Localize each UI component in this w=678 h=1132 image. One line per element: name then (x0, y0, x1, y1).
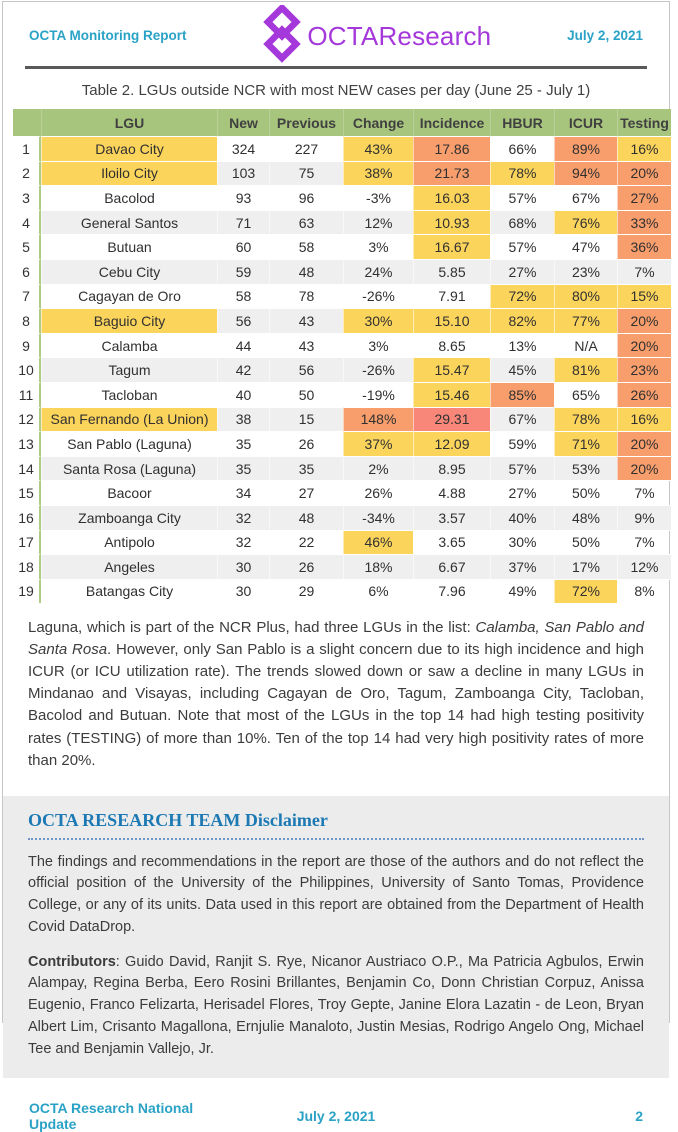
row-rank: 8 (13, 308, 41, 333)
cell-incidence: 17.86 (413, 136, 490, 161)
table-row (13, 431, 671, 456)
table-row (13, 308, 671, 333)
cell-change: 43% (343, 136, 413, 161)
cell-incidence: 8.65 (413, 333, 490, 358)
cell-incidence: 16.67 (413, 234, 490, 259)
cell-hbur: 59% (490, 431, 554, 456)
cell-hbur: 82% (490, 308, 554, 333)
cell-testing: 9% (617, 505, 671, 530)
header-date: July 2, 2021 (567, 27, 643, 43)
cell-incidence: 16.03 (413, 185, 490, 210)
cell-incidence: 15.10 (413, 308, 490, 333)
cell-previous: 227 (269, 136, 343, 161)
row-rank: 6 (13, 259, 41, 284)
cell-hbur: 45% (490, 357, 554, 382)
row-rank: 16 (13, 505, 41, 530)
cell-previous: 96 (269, 185, 343, 210)
col-new: New (217, 109, 269, 136)
cell-change: 46% (343, 530, 413, 555)
cell-change: -19% (343, 382, 413, 407)
footer-date: July 2, 2021 (296, 1108, 376, 1125)
cell-icur: 47% (554, 234, 617, 259)
cell-testing: 16% (617, 136, 671, 161)
contributors-paragraph (28, 952, 644, 1061)
cell-hbur: 67% (490, 407, 554, 432)
cell-new: 58 (217, 284, 269, 309)
footer-title: OCTA Research National Update (29, 1100, 194, 1132)
table-row (13, 185, 671, 210)
cell-icur: 23% (554, 259, 617, 284)
cell-previous: 43 (269, 333, 343, 358)
table-row (13, 161, 671, 186)
cell-incidence: 3.57 (413, 505, 490, 530)
cell-new: 44 (217, 333, 269, 358)
cell-icur: 78% (554, 407, 617, 432)
cell-hbur: 27% (490, 480, 554, 505)
table-row (13, 480, 671, 505)
cell-incidence: 15.46 (413, 382, 490, 407)
cell-testing: 20% (617, 333, 671, 358)
analysis-text-italic: Calamba, San Pablo and Santa Rosa (28, 619, 644, 659)
cell-change: 2% (343, 456, 413, 481)
cell-icur: 89% (554, 136, 617, 161)
cell-previous: 26 (269, 554, 343, 579)
cell-hbur: 66% (490, 136, 554, 161)
table-row (13, 284, 671, 309)
cell-testing: 20% (617, 161, 671, 186)
cell-lgu: Antipolo (41, 530, 217, 555)
cell-incidence: 29.31 (413, 407, 490, 432)
col-rank (13, 109, 41, 136)
cell-icur: 94% (554, 161, 617, 186)
table-row (13, 407, 671, 432)
cell-icur: 67% (554, 185, 617, 210)
cell-previous: 15 (269, 407, 343, 432)
row-rank: 5 (13, 234, 41, 259)
cell-incidence: 12.09 (413, 431, 490, 456)
disclaimer-section (3, 796, 669, 1079)
cell-lgu: General Santos (41, 210, 217, 235)
cell-testing: 7% (617, 259, 671, 284)
row-rank: 18 (13, 554, 41, 579)
cell-hbur: 40% (490, 505, 554, 530)
cell-new: 42 (217, 357, 269, 382)
row-rank: 14 (13, 456, 41, 481)
cell-icur: 72% (554, 579, 617, 604)
cell-previous: 35 (269, 456, 343, 481)
cell-icur: N/A (554, 333, 617, 358)
cell-testing: 12% (617, 554, 671, 579)
cell-new: 60 (217, 234, 269, 259)
cell-testing: 8% (617, 579, 671, 604)
table-row (13, 357, 671, 382)
table-body (13, 136, 671, 603)
cell-previous: 22 (269, 530, 343, 555)
cell-new: 32 (217, 530, 269, 555)
report-page (2, 1, 670, 1132)
cell-change: 24% (343, 259, 413, 284)
cell-incidence: 6.67 (413, 554, 490, 579)
cell-testing: 33% (617, 210, 671, 235)
cell-new: 32 (217, 505, 269, 530)
cell-new: 35 (217, 431, 269, 456)
table-row (13, 259, 671, 284)
cell-lgu: San Fernando (La Union) (41, 407, 217, 432)
cell-previous: 63 (269, 210, 343, 235)
cell-new: 324 (217, 136, 269, 161)
cell-new: 103 (217, 161, 269, 186)
octa-diamonds-icon (262, 5, 302, 68)
cell-new: 93 (217, 185, 269, 210)
cell-incidence: 7.91 (413, 284, 490, 309)
row-rank: 4 (13, 210, 41, 235)
octa-logo (262, 5, 491, 68)
cell-change: 12% (343, 210, 413, 235)
cell-change: 26% (343, 480, 413, 505)
cell-icur: 77% (554, 308, 617, 333)
table-row (13, 210, 671, 235)
cell-hbur: 27% (490, 259, 554, 284)
row-rank: 13 (13, 431, 41, 456)
cell-new: 56 (217, 308, 269, 333)
table-row (13, 456, 671, 481)
cell-lgu: Iloilo City (41, 161, 217, 186)
cell-testing: 23% (617, 357, 671, 382)
cell-change: 3% (343, 333, 413, 358)
col-icur: ICUR (554, 109, 617, 136)
cell-icur: 50% (554, 480, 617, 505)
lgu-cases-table (13, 109, 671, 603)
cell-previous: 43 (269, 308, 343, 333)
cell-lgu: Davao City (41, 136, 217, 161)
col-lgu: LGU (41, 109, 217, 136)
table-row (13, 333, 671, 358)
table-row (13, 234, 671, 259)
analysis-paragraph (28, 617, 644, 771)
cell-incidence: 8.95 (413, 456, 490, 481)
logo-wordmark: OCTAResearch (307, 20, 492, 51)
cell-new: 40 (217, 382, 269, 407)
contributors-label: Contributors (28, 953, 116, 970)
table-row (13, 505, 671, 530)
cell-lgu: Baguio City (41, 308, 217, 333)
cell-testing: 36% (617, 234, 671, 259)
cell-incidence: 21.73 (413, 161, 490, 186)
row-rank: 3 (13, 185, 41, 210)
cell-change: 3% (343, 234, 413, 259)
cell-previous: 29 (269, 579, 343, 604)
table-title: Table 2. LGUs outside NCR with most NEW cases per day (June 25 - July 1) (81, 82, 591, 99)
cell-lgu: Bacolod (41, 185, 217, 210)
cell-change: -3% (343, 185, 413, 210)
contributors-list: : Guido David, Ranjit S. Rye, Nicanor Austriaco O.P., Ma Patricia Agbulos, Erwin Alampay, Regina Berba, Eero Rosini Brillantes, Benjamin Co, Donn Christian Corpuz, Anissa Eugenio, Franco Felizarta, Herisadel Flores, Troy Gepte, Janine Elora Lazatin - de Leon, Bryan Albert Lim, Crisanto Magallona, Ernjulie Manaloto, Justin Mesias, Rodrigo Angelo Ong, Michael Tee and Benjamin Vallejo, Jr. (28, 953, 644, 1057)
page-header (3, 2, 669, 62)
row-rank: 11 (13, 382, 41, 407)
cell-previous: 78 (269, 284, 343, 309)
col-incidence: Incidence (413, 109, 490, 136)
cell-hbur: 85% (490, 382, 554, 407)
cell-previous: 75 (269, 161, 343, 186)
cell-change: -26% (343, 357, 413, 382)
cell-lgu: Santa Rosa (Laguna) (41, 456, 217, 481)
cell-lgu: Batangas City (41, 579, 217, 604)
cell-icur: 48% (554, 505, 617, 530)
cell-change: 6% (343, 579, 413, 604)
page-footer (3, 1100, 669, 1132)
report-label: OCTA Monitoring Report (29, 27, 187, 43)
cell-lgu: Cebu City (41, 259, 217, 284)
cell-change: 148% (343, 407, 413, 432)
col-change: Change (343, 109, 413, 136)
cell-hbur: 37% (490, 554, 554, 579)
cell-hbur: 49% (490, 579, 554, 604)
table-row (13, 579, 671, 604)
cell-incidence: 4.88 (413, 480, 490, 505)
cell-icur: 65% (554, 382, 617, 407)
cell-icur: 80% (554, 284, 617, 309)
cell-testing: 15% (617, 284, 671, 309)
table-row (13, 530, 671, 555)
analysis-text-1: Laguna, which is part of the NCR Plus, had three LGUs in the list: (28, 619, 476, 637)
cell-icur: 53% (554, 456, 617, 481)
row-rank: 15 (13, 480, 41, 505)
cell-hbur: 57% (490, 234, 554, 259)
col-testing: Testing (617, 109, 671, 136)
footer-page-number: 2 (635, 1108, 644, 1125)
cell-icur: 71% (554, 431, 617, 456)
cell-lgu: Calamba (41, 333, 217, 358)
cell-change: 30% (343, 308, 413, 333)
cell-incidence: 5.85 (413, 259, 490, 284)
cell-previous: 50 (269, 382, 343, 407)
cell-testing: 26% (617, 382, 671, 407)
cell-new: 59 (217, 259, 269, 284)
cell-lgu: Butuan (41, 234, 217, 259)
cell-lgu: Zamboanga City (41, 505, 217, 530)
cell-new: 34 (217, 480, 269, 505)
cell-new: 35 (217, 456, 269, 481)
cell-lgu: Cagayan de Oro (41, 284, 217, 309)
cell-incidence: 7.96 (413, 579, 490, 604)
cell-hbur: 57% (490, 185, 554, 210)
table-header-row (13, 109, 671, 136)
cell-lgu: Angeles (41, 554, 217, 579)
row-rank: 17 (13, 530, 41, 555)
disclaimer-title: OCTA RESEARCH TEAM Disclaimer (28, 809, 328, 830)
cell-hbur: 68% (490, 210, 554, 235)
cell-testing: 20% (617, 431, 671, 456)
cell-previous: 48 (269, 505, 343, 530)
cell-testing: 7% (617, 480, 671, 505)
cell-lgu: Tacloban (41, 382, 217, 407)
row-rank: 7 (13, 284, 41, 309)
cell-previous: 58 (269, 234, 343, 259)
cell-hbur: 13% (490, 333, 554, 358)
cell-lgu: Bacoor (41, 480, 217, 505)
col-hbur: HBUR (490, 109, 554, 136)
table-row (13, 554, 671, 579)
row-rank: 12 (13, 407, 41, 432)
cell-previous: 48 (269, 259, 343, 284)
cell-change: 38% (343, 161, 413, 186)
cell-new: 71 (217, 210, 269, 235)
cell-previous: 26 (269, 431, 343, 456)
cell-testing: 27% (617, 185, 671, 210)
cell-change: 37% (343, 431, 413, 456)
cell-icur: 17% (554, 554, 617, 579)
cell-icur: 76% (554, 210, 617, 235)
cell-change: 18% (343, 554, 413, 579)
cell-hbur: 57% (490, 456, 554, 481)
analysis-text-2: . However, only San Pablo is a slight concern due to its high incidence and high ICUR (or ICU utilization rate). The trends slowed down or saw a decline in many LGUs in Mindanao and Visayas, including Cagayan de Oro, Tagum, Zamboanga City, Tacloban, Bacolod and Butuan. Note that most of the LGUs in the top 14 had high testing positivity rates (TESTING) of more than 10%. Ten of the top 14 had very high positivity rates of more than 20%. (28, 641, 644, 769)
row-rank: 1 (13, 136, 41, 161)
cell-incidence: 3.65 (413, 530, 490, 555)
cell-change: -26% (343, 284, 413, 309)
cell-testing: 20% (617, 456, 671, 481)
row-rank: 19 (13, 579, 41, 604)
cell-hbur: 30% (490, 530, 554, 555)
cell-hbur: 78% (490, 161, 554, 186)
cell-new: 38 (217, 407, 269, 432)
row-rank: 10 (13, 357, 41, 382)
cell-hbur: 72% (490, 284, 554, 309)
cell-incidence: 15.47 (413, 357, 490, 382)
cell-testing: 16% (617, 407, 671, 432)
disclaimer-body: The findings and recommendations in the report are those of the authors and do not reflect the official position of the University of the Philippines, University of Santo Tomas, Providence College, or any of its units. Data used in this report are obtained from the Department of Health Covid DataDrop. (28, 853, 644, 935)
cell-incidence: 10.93 (413, 210, 490, 235)
row-rank: 2 (13, 161, 41, 186)
table-row (13, 136, 671, 161)
cell-new: 30 (217, 579, 269, 604)
cell-previous: 56 (269, 357, 343, 382)
cell-testing: 20% (617, 308, 671, 333)
cell-testing: 7% (617, 530, 671, 555)
cell-icur: 81% (554, 357, 617, 382)
cell-icur: 50% (554, 530, 617, 555)
table-row (13, 382, 671, 407)
cell-new: 30 (217, 554, 269, 579)
row-rank: 9 (13, 333, 41, 358)
dotted-divider (28, 838, 644, 840)
cell-lgu: San Pablo (Laguna) (41, 431, 217, 456)
cell-previous: 27 (269, 480, 343, 505)
col-previous: Previous (269, 109, 343, 136)
cell-lgu: Tagum (41, 357, 217, 382)
cell-change: -34% (343, 505, 413, 530)
